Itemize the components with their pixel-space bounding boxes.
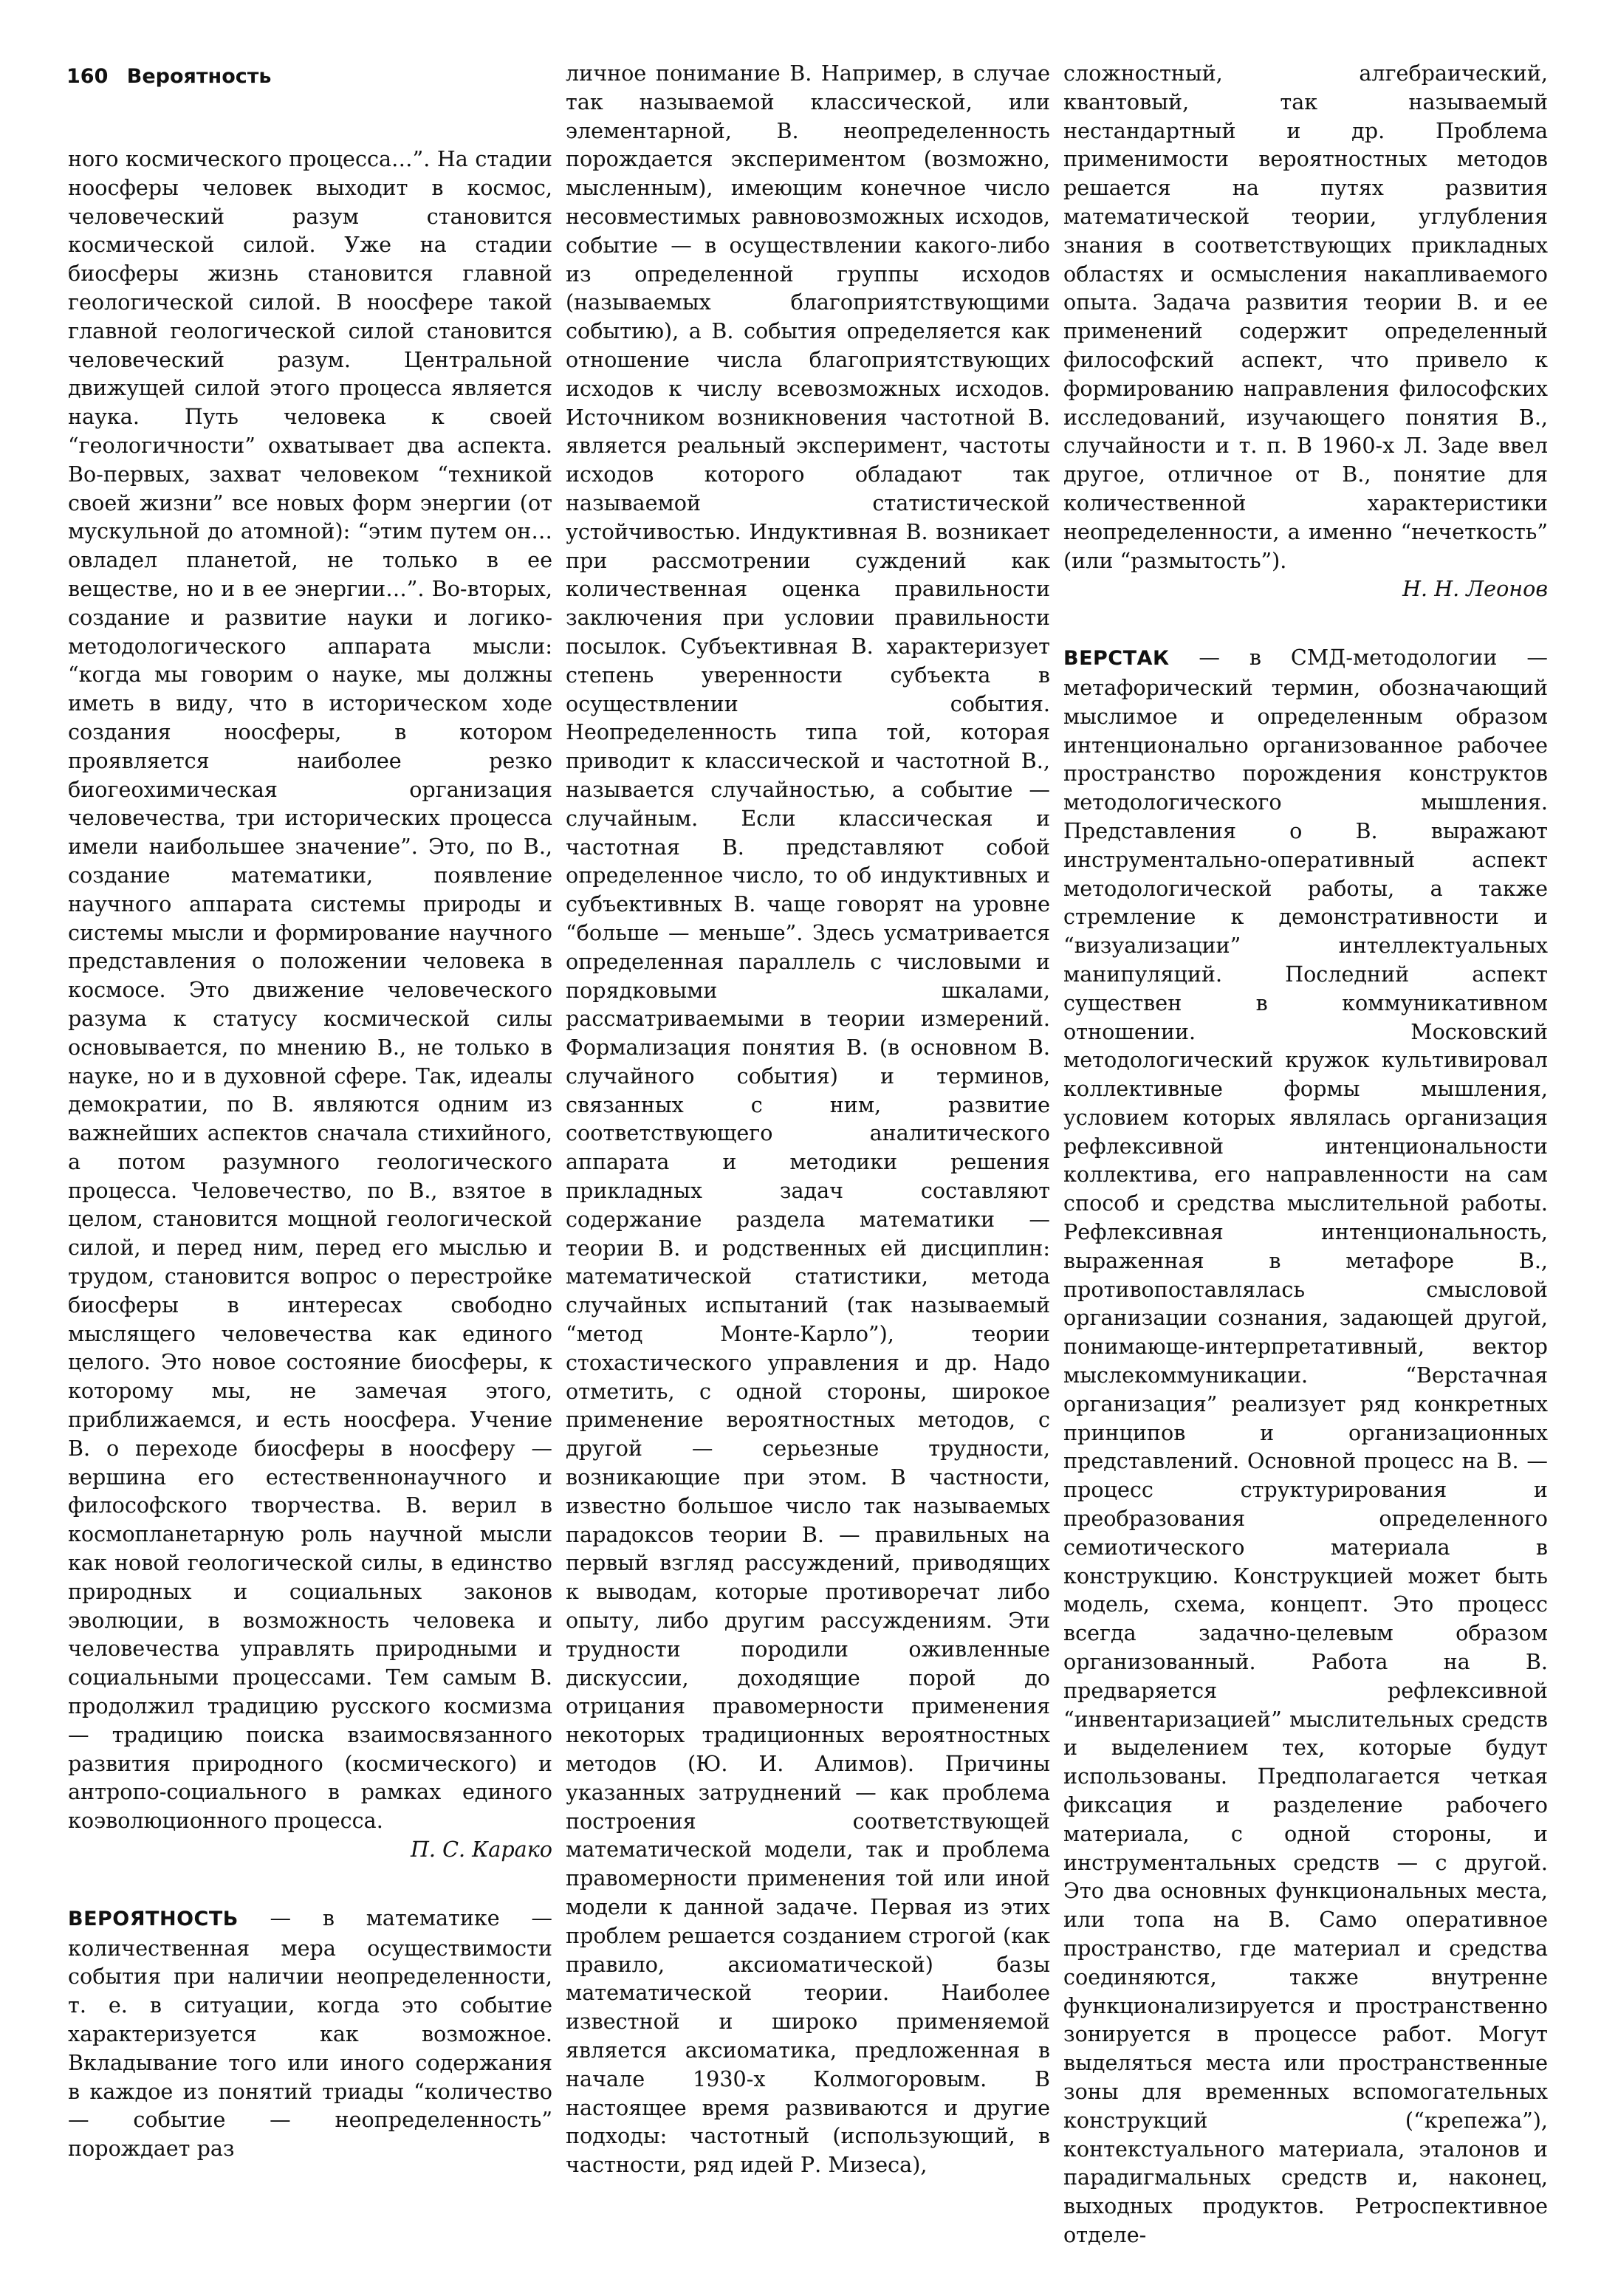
running-title: Вероятность: [126, 65, 272, 88]
text-column-3: [1063, 59, 1548, 2282]
entry-separator: [1063, 603, 1548, 643]
workbench-entry: [1063, 643, 1548, 2249]
entry-headword: ВЕРОЯТНОСТЬ: [68, 1907, 239, 1930]
entry-body: — в математике — количественная мера осуществимости события при наличии неопределенности, т. е. в ситуации, когда это событие характеризуется как возможное. Вкладывание того или иного содержания в каждое из понятий триады “количество — событие — неопределенность” порождает раз: [68, 1905, 552, 2162]
entry-author: Н. Н. Леонов: [1402, 576, 1548, 602]
probability-entry-start: [68, 1904, 552, 2163]
text-column-2: [566, 59, 1050, 2282]
entry-separator: [68, 1864, 552, 1904]
text-column-1: [68, 145, 552, 2279]
entry-author: П. С. Карако: [411, 1837, 552, 1862]
probability-entry-end: сложностный, алгебраический, квантовый, так называемый нестандартный и др. Проблема применимости вероятностных методов решается на путях развития математической теории, углубления знания в соответствующих прикладных областях и осмысления накапливаемого опыта. Задача развития теории В. и ее применений содержит определенный философский аспект, что привело к формированию направления философских исследований, изучающего понятия В., случайности и т. п. В 1960-х Л. Заде ввел другое, отличное от В., понятие для количественной характеристики неопределенности, а именно “нечеткость” (или “размытость”).: [1063, 61, 1548, 573]
probability-entry-continued: личное понимание В. Например, в случае так называемой классической, или элементарной, В. неопределенность порождается экспериментом (возможно, мысленным), имеющим конечное число несовместимых равновозможных исходов, событие — в осуществлении какого-либо из определенной группы исходов (называемых благоприятствующими событию), а В. события определяется как отношение числа благоприятствующих исходов к числу всевозможных исходов. Источником возникновения частотной В. является реальный эксперимент, частоты исходов которого обладают так называемой статистической устойчивостью. Индуктивная В. возникает при рассмотрении суждений как количественная оценка правильности заключения при условии правильности посылок. Субъективная В. характеризует степень уверенности субъекта в осуществлении события. Неопределенность типа той, которая приводит к классической и частотной В., называется случайностью, а событие — случайным. Если классическая и частотная В. представляют собой определенное число, то об индуктивных и субъективных В. чаще говорят на уровне “больше — меньше”. Здесь усматривается определенная параллель с числовыми и порядковыми шкалами, рассматриваемыми в теории измерений. Формализация понятия В. (в основном В. случайного события) и терминов, связанных с ним, развитие соответствующего аналитического аппарата и методики решения прикладных задач составляют содержание раздела математики — теории В. и родственных ей дисциплин: математической статистики, метода случайных испытаний (так называемый “метод Монте-Карло”), теории стохастического управления и др. Надо отметить, с одной стороны, широкое применение вероятностных методов, с другой — серьезные трудности, возникающие при этом. В частности, известно большое число так называемых парадоксов теории В. — правильных на первый взгляд рассуждений, приводящих к выводам, которые противоречат либо опыту, либо другим рассуждениям. Эти трудности породили оживленные дискуссии, доходящие порой до отрицания правомерности применения некоторых традиционных вероятностных методов (Ю. И. Алимов). Причины указанных затруднений — как проблема построения соответствующей математической модели, так и проблема правомерности применения той или иной модели к данной задаче. Первая из этих проблем решается созданием строгой (как правило, аксиоматической) базы математической теории. Наиболее известной и широко применяемой является аксиоматика, предложенная в начале 1930-х Колмогоровым. В настоящее время развиваются и другие подходы: частотный (использующий, в частности, ряд идей Р. Мизеса),: [566, 61, 1050, 2178]
entry-headword: ВЕРСТАК: [1063, 647, 1170, 671]
noosphere-entry-tail: ного космического процесса…”. На стадии ноосферы человек выходит в космос, человеческий разум становится космической силой. Уже на стадии биосферы жизнь становится главной геологической силой. В ноосфере такой главной геологической силой становится человеческий разум. Центральной движущей силой этого процесса является наука. Путь человека к своей “геологичности” охватывает два аспекта. Во-первых, захват человеком “техникой своей жизни” все новых форм энергии (от мускульной до атомной): “этим путем он… овладел планетой, не только в ее веществе, но и в ее энергии…”. Во-вторых, создание и развитие науки и логико-методологического аппарата мысли: “когда мы говорим о науке, мы должны иметь в виду, что в историческом ходе создания ноосферы, в котором проявляется наиболее резко биогеохимическая организация человечества, три исторических процесса имели наибольшее значение”. Это, по В., создание математики, появление научного аппарата системы природы и системы мысли и формирование научного представления о положении человека в космосе. Это движение человеческого разума к статусу космической силы основывается, по мнению В., не только в науке, но и в духовной сфере. Так, идеалы демократии, по В. являются одним из важнейших аспектов сначала стихийного, а потом разумного геологического процесса. Человечество, по В., взятое в целом, становится мощной геологической силой, и перед ним, перед его мыслью и трудом, становится вопрос о перестройке биосферы в интересах свободно мыслящего человечества как единого целого. Это новое состояние биосферы, к которому мы, не замечая этого, приближаемся, и есть ноосфера. Учение В. о переходе биосферы в ноосферу — вершина его естественнонаучного и философского творчества. В. верил в космопланетарную роль научной мысли как новой геологической силы, в единство природных и социальных законов эволюции, в возможность человека и человечества управлять природными и социальными процессами. Тем самым В. продолжил традицию русского космизма — традицию поиска взаимосвязанного развития природного (космического) и антропо-социального в рамках единого коэволюционного процесса.: [68, 146, 552, 1834]
page-number: 160: [66, 65, 109, 88]
page-header: [66, 65, 271, 88]
entry-body: — в СМД-методологии — метафорический термин, обозначающий мыслимое и определенным образом интенционально организованное рабочее пространство порождения конструктов методологического мышления. Представления о В. выражают инструментально-оперативный аспект методологической работы, а также стремление к демонстративности и “визуализации” интеллектуальных манипуляций. Последний аспект существен в коммуникативном отношении. Московский методологический кружок культивировал коллективные формы мышления, условием которых являлась организация рефлексивной интенциональности коллектива, его направленности на сам способ и средства мыслительной работы. Рефлексивная интенциональность, выраженная в метафоре В., противопоставлялась смысловой организации сознания, задающей другой, понимающе-интерпретативный, вектор мыслекоммуникации. “Верстачная организация” реализует ряд конкретных принципов и организационных представлений. Основной процесс на В. — процесс структурирования и преобразования определенного семиотического материала в конструкцию. Конструкцией может быть модель, схема, концепт. Это процесс всегда задачно-целевым образом организованный. Работа на В. предваряется рефлексивной “инвентаризацией” мыслительных средств и выделением тех, которые будут использованы. Предполагается четкая фиксация и разделение рабочего материала, с одной стороны, и инструментальных средств — с другой. Это два основных функциональных места, или топа на В. Само оперативное пространство, где материал и средства соединяются, также внутренне функционализируется и пространственно зонируется в процессе работ. Могут выделяться места или пространственные зоны для временных вспомогательных конструкций (“крепежа”), контекстуального материала, эталонов и парадигмальных средств и, наконец, выходных продуктов. Ретроспективное отделе-: [1063, 645, 1548, 2247]
